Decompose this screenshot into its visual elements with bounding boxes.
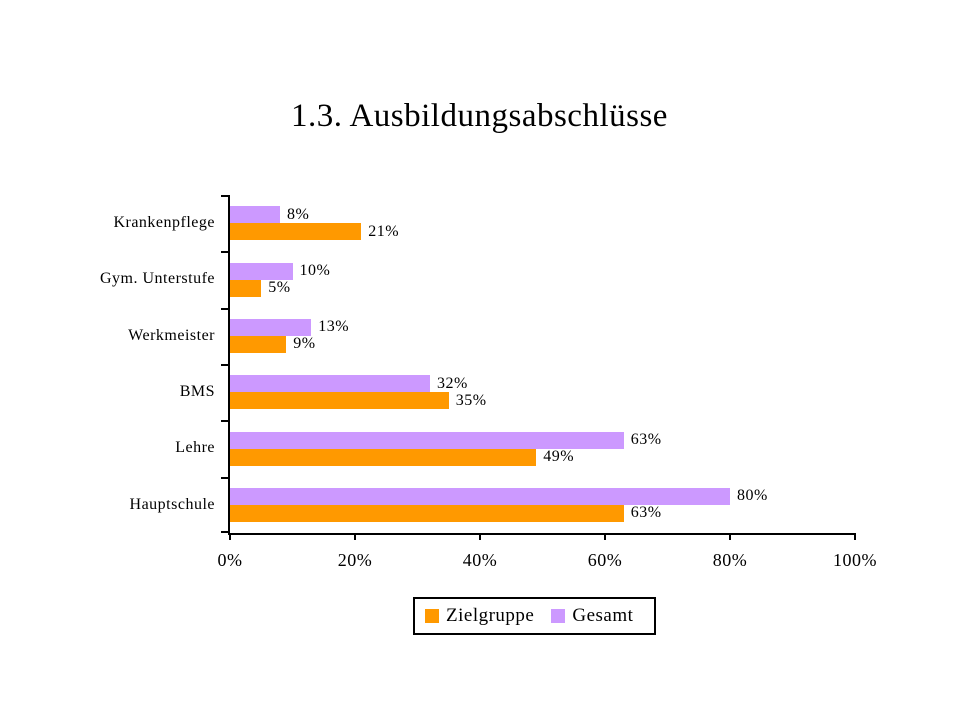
bar-gesamt bbox=[230, 318, 350, 336]
x-axis-tick bbox=[479, 533, 481, 540]
y-axis-tick bbox=[221, 477, 228, 479]
y-axis-tick bbox=[221, 308, 228, 310]
plot-area bbox=[230, 195, 855, 533]
legend bbox=[413, 597, 656, 635]
value-label: 49% bbox=[543, 448, 575, 465]
x-axis-label: 60% bbox=[587, 550, 623, 570]
bar-zielgruppe bbox=[230, 222, 400, 240]
bar-gesamt bbox=[230, 262, 331, 280]
chart-title: 1.3. Ausbildungsabschlüsse bbox=[291, 98, 668, 134]
y-axis-tick bbox=[221, 364, 228, 366]
bar-zielgruppe bbox=[230, 448, 575, 466]
value-label: 80% bbox=[737, 487, 768, 505]
bar-zielgruppe bbox=[230, 504, 662, 522]
x-axis-tick bbox=[229, 533, 231, 540]
x-axis-tick bbox=[729, 533, 731, 540]
category-label: Gym. Unterstufe bbox=[99, 270, 215, 288]
bar-gesamt bbox=[230, 374, 468, 392]
value-label: 35% bbox=[455, 391, 487, 409]
x-axis-label: 100% bbox=[833, 550, 877, 570]
bar-gesamt bbox=[230, 205, 310, 223]
y-axis-tick bbox=[221, 251, 228, 253]
legend-label-gesamt: Gesamt bbox=[572, 605, 634, 626]
value-label: 10% bbox=[299, 262, 331, 279]
bar-gesamt bbox=[230, 431, 662, 449]
x-axis-label: 20% bbox=[337, 550, 373, 570]
category-label: Lehre bbox=[175, 439, 215, 457]
x-axis-tick bbox=[354, 533, 356, 540]
zielgruppe-swatch-icon bbox=[425, 609, 439, 623]
x-axis-label: 0% bbox=[217, 550, 243, 570]
value-label: 5% bbox=[268, 279, 291, 296]
y-axis-tick bbox=[221, 195, 228, 197]
bar-zielgruppe bbox=[230, 391, 487, 409]
y-axis-tick bbox=[221, 420, 228, 422]
value-label: 9% bbox=[293, 335, 316, 353]
bar-zielgruppe bbox=[230, 335, 316, 353]
value-label: 8% bbox=[287, 205, 310, 223]
bar-gesamt bbox=[230, 487, 768, 505]
legend-item-zielgruppe bbox=[425, 605, 534, 627]
value-label: 32% bbox=[437, 374, 468, 392]
y-axis-line bbox=[228, 195, 230, 533]
category-label: BMS bbox=[179, 383, 215, 401]
value-label: 63% bbox=[630, 431, 662, 448]
category-label: Werkmeister bbox=[128, 326, 215, 344]
category-axis-labels bbox=[0, 195, 215, 533]
category-label: Krankenpflege bbox=[113, 214, 215, 232]
x-axis-label: 80% bbox=[712, 550, 748, 570]
legend-label-zielgruppe: Zielgruppe bbox=[446, 605, 535, 626]
y-axis-tick bbox=[221, 531, 228, 533]
value-label: 63% bbox=[630, 504, 662, 522]
value-label: 13% bbox=[318, 318, 350, 336]
x-axis-label: 40% bbox=[462, 550, 498, 570]
bar-zielgruppe bbox=[230, 279, 291, 297]
value-label: 21% bbox=[368, 222, 400, 240]
category-label: Hauptschule bbox=[129, 495, 215, 513]
legend-item-gesamt bbox=[551, 605, 633, 627]
gesamt-swatch-icon bbox=[551, 609, 565, 623]
x-axis-tick bbox=[604, 533, 606, 540]
x-axis-tick bbox=[854, 533, 856, 540]
x-axis-labels bbox=[217, 550, 877, 576]
x-axis-line bbox=[228, 533, 855, 535]
